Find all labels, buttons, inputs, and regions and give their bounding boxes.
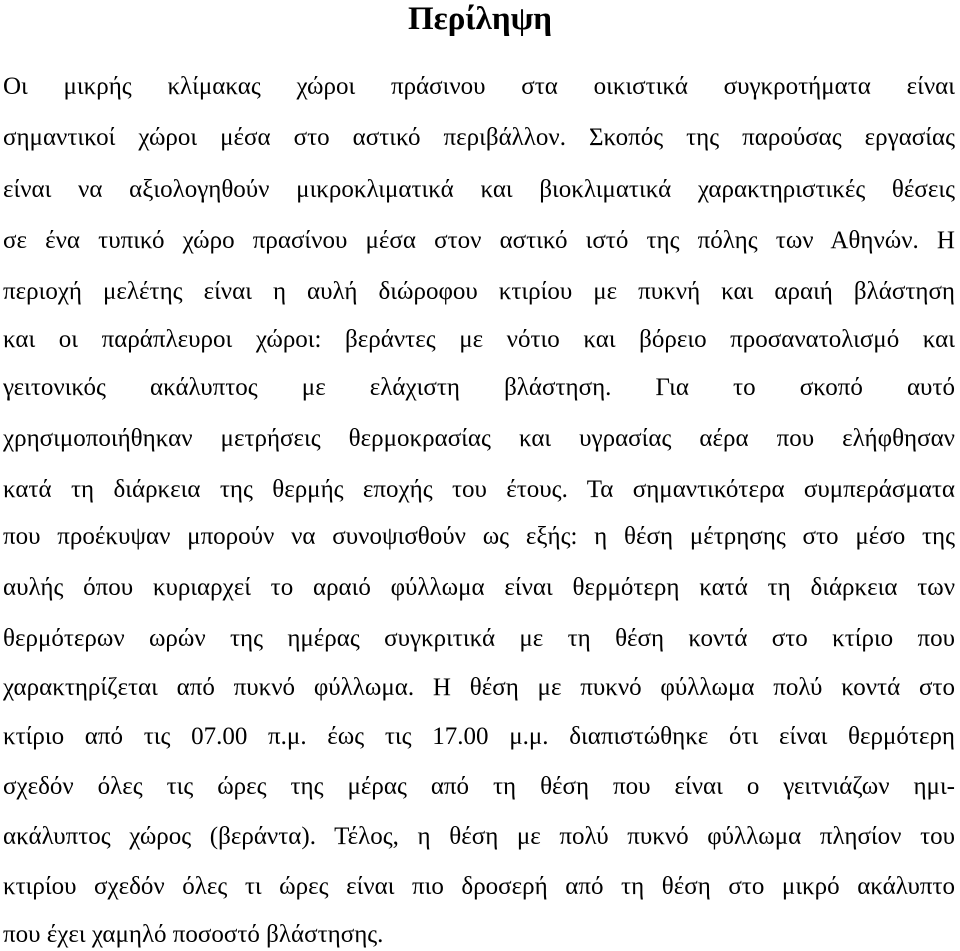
paragraph-line: κτίριο από τις 07.00 π.μ. έως τις 17.00 μ.μ. διαπιστώθηκε ότι είναι θερμότερη: [3, 723, 955, 750]
paragraph-line: κατά τη διάρκεια της θερμής εποχής του έτους. Τα σημαντικότερα συμπεράσματα: [3, 476, 955, 503]
paragraph-line: είναι να αξιολογηθούν μικροκλιματικά και βιοκλιματικά χαρακτηριστικές θέσεις: [3, 176, 955, 203]
paragraph-line: χαρακτηρίζεται από πυκνό φύλλωμα. Η θέση με πυκνό φύλλωμα πολύ κοντά στο: [3, 674, 955, 701]
paragraph-line: ακάλυπτος χώρος (βεράντα). Τέλος, η θέση με πολύ πυκνό φύλλωμα πλησίον του: [3, 823, 955, 850]
paragraph-line: που προέκυψαν μπορούν να συνοψισθούν ως εξής: η θέση μέτρησης στο μέσο της: [3, 523, 955, 550]
paragraph-line: θερμότερων ωρών της ημέρας συγκριτικά με τη θέση κοντά στο κτίριο που: [3, 625, 955, 652]
paragraph-line: που έχει χαμηλό ποσοστό βλάστησης.: [3, 921, 384, 948]
paragraph-line: αυλής όπου κυριαρχεί το αραιό φύλλωμα είναι θερμότερη κατά τη διάρκεια των: [3, 574, 955, 601]
paragraph-line: σε ένα τυπικό χώρο πρασίνου μέσα στον αστικό ιστό της πόλης των Αθηνών. Η: [3, 227, 955, 254]
paragraph-line: Οι μικρής κλίμακας χώροι πράσινου στα οικιστικά συγκροτήματα είναι: [3, 73, 955, 100]
paragraph-line: και οι παράπλευροι χώροι: βεράντες με νότιο και βόρειο προσανατολισμό και: [3, 326, 955, 353]
paragraph-line: κτιρίου σχεδόν όλες τι ώρες είναι πιο δροσερή από τη θέση στο μικρό ακάλυπτο: [3, 873, 955, 900]
paragraph-line: σχεδόν όλες τις ώρες της μέρας από τη θέση που είναι ο γειτνιάζων ημι-: [3, 773, 955, 800]
page-title: Περίληψη: [407, 1, 553, 37]
paragraph-line: γειτονικός ακάλυπτος με ελάχιστη βλάστηση. Για το σκοπό αυτό: [3, 374, 955, 401]
paragraph-line: χρησιμοποιήθηκαν μετρήσεις θερμοκρασίας και υγρασίας αέρα που ελήφθησαν: [3, 425, 955, 452]
paragraph-line: σημαντικοί χώροι μέσα στο αστικό περιβάλλον. Σκοπός της παρούσας εργασίας: [3, 124, 955, 151]
paragraph-line: περιοχή μελέτης είναι η αυλή διώροφου κτιρίου με πυκνή και αραιή βλάστηση: [3, 278, 955, 305]
